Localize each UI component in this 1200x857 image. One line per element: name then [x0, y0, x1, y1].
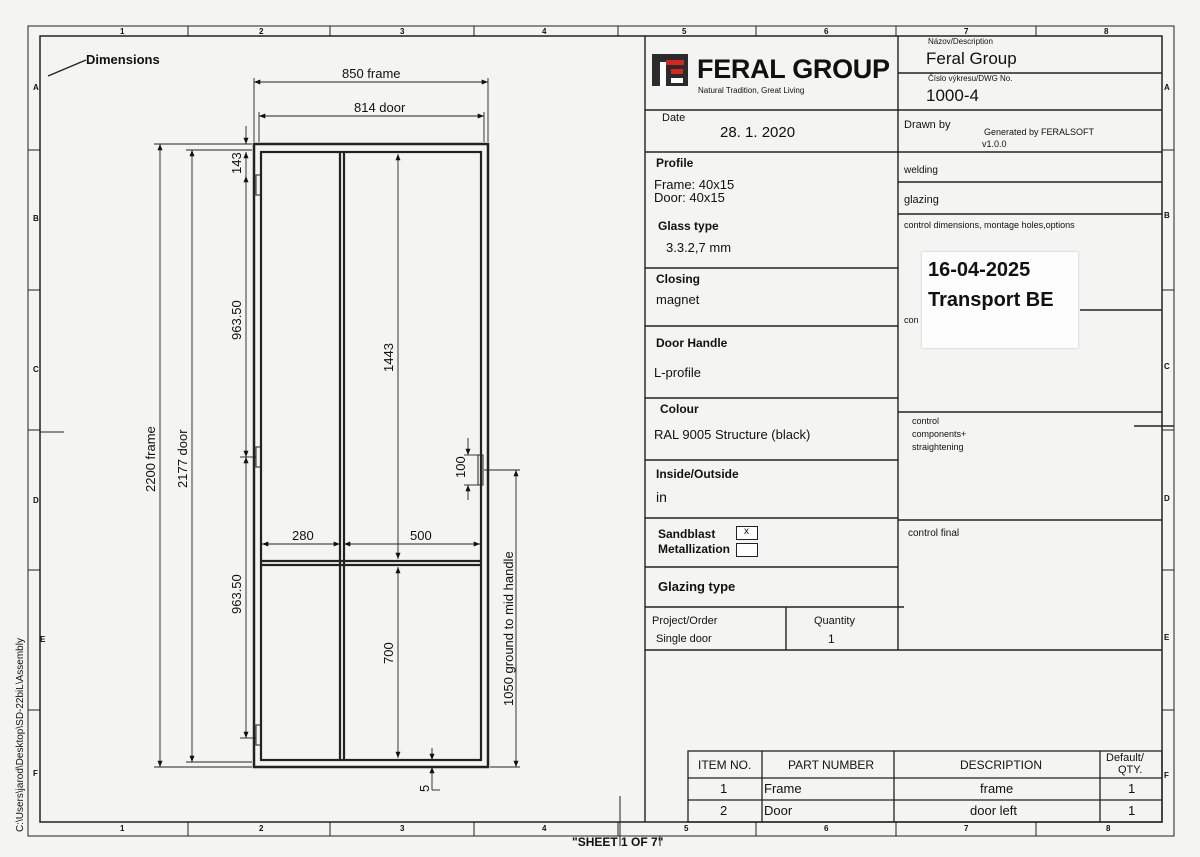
drawn-value: Generated by FERALSOFT — [984, 127, 1095, 137]
name-label: Názov/Description — [928, 37, 993, 46]
grid-col-label: 5 — [682, 27, 687, 36]
glass-value: 3.3.2,7 mm — [666, 240, 732, 255]
profile-door: Door: 40x15 — [654, 190, 725, 205]
sandblast-label: Sandblast — [658, 527, 716, 541]
dim-bottom-gap: 5 — [417, 784, 432, 792]
handle-value: L-profile — [654, 365, 701, 380]
quantity-value: 1 — [828, 632, 835, 646]
grid-col-label: 3 — [400, 27, 405, 36]
grid-row-label: F — [1164, 771, 1169, 780]
quantity-label: Quantity — [814, 615, 855, 627]
dim-handle-height: 1050 ground to mid handle — [501, 551, 516, 706]
dim-lower-mid: 963.50 — [229, 574, 244, 614]
dim-frame-width: 850 frame — [342, 66, 401, 81]
glass-label: Glass type — [658, 219, 719, 233]
grid-col-label: 1 — [120, 27, 125, 36]
grid-col-label: 6 — [824, 824, 829, 833]
sticker-destination: Transport BE — [928, 289, 1054, 311]
grid-col-label: 7 — [964, 824, 969, 833]
date-value: 28. 1. 2020 — [720, 124, 796, 141]
grid-col-label: 6 — [824, 27, 829, 36]
grid-col-label: 8 — [1104, 27, 1109, 36]
grid-col-label: 2 — [259, 27, 264, 36]
bom-row-desc: frame — [980, 781, 1014, 796]
feral-logo-icon — [652, 54, 688, 86]
grid-row-label: C — [1164, 362, 1170, 371]
glazing-check: glazing — [904, 194, 939, 206]
drawing-title: Dimensions — [86, 52, 160, 67]
dwg-value: 1000-4 — [926, 86, 979, 105]
dim-upper-mid: 963.50 — [229, 300, 244, 340]
bom-row-item: 2 — [720, 803, 728, 818]
file-path: C:\Users\jarod\Desktop\SD-22biL\Assembly — [15, 638, 26, 832]
bom-row-item: 1 — [720, 781, 728, 796]
name-value: Feral Group — [926, 49, 1017, 68]
bom-row-part: Frame — [764, 781, 802, 796]
grid-col-label: 7 — [964, 27, 969, 36]
profile-label: Profile — [656, 156, 694, 170]
drawn-version: v1.0.0 — [982, 139, 1007, 149]
grid-row-label: A — [33, 83, 39, 92]
bom-header-item: ITEM NO. — [698, 758, 752, 772]
drawn-label: Drawn by — [904, 119, 951, 131]
sheet-label: "SHEET 1 OF 7" — [572, 835, 664, 849]
project-label: Project/Order — [652, 615, 718, 627]
date-label: Date — [662, 112, 686, 124]
grid-col-label: 2 — [259, 824, 264, 833]
grid-col-label: 1 — [120, 824, 125, 833]
dim-left-pane: 280 — [292, 528, 314, 543]
company-name: FERAL GROUP — [697, 54, 890, 84]
inout-label: Inside/Outside — [656, 467, 739, 481]
grid-row-label: D — [1164, 494, 1170, 503]
bom-row-part: Door — [764, 803, 793, 818]
control-components-line: straightening — [912, 442, 964, 452]
grid-row-label: C — [33, 365, 39, 374]
closing-label: Closing — [656, 272, 700, 286]
bom-header-qty: QTY. — [1118, 764, 1143, 776]
dim-lower-glass: 700 — [381, 642, 396, 664]
grid-row-label: E — [1164, 633, 1170, 642]
welding-check: welding — [904, 165, 938, 176]
metallization-label: Metallization — [658, 542, 731, 556]
dim-right-pane: 500 — [410, 528, 432, 543]
metallization-checkbox[interactable] — [736, 543, 758, 557]
grid-col-label: 4 — [542, 27, 547, 36]
inout-value: in — [656, 489, 667, 505]
grid-col-label: 4 — [542, 824, 547, 833]
profile-frame: Frame: 40x15 — [654, 177, 735, 192]
company-tagline: Natural Tradition, Great Living — [698, 86, 805, 95]
grid-row-label: D — [33, 496, 39, 505]
bom-row-desc: door left — [970, 803, 1017, 818]
control-components-line: components+ — [912, 429, 967, 439]
colour-value: RAL 9005 Structure (black) — [654, 427, 811, 442]
dim-door-height: 2177 door — [175, 429, 190, 488]
grid-row-label: F — [33, 769, 38, 778]
grid-col-label: 8 — [1106, 824, 1111, 833]
grid-row-label: A — [1164, 83, 1170, 92]
control-dims-check: control dimensions, montage holes,options — [904, 220, 1075, 230]
bom-header-desc: DESCRIPTION — [960, 758, 1043, 772]
glazing-type-label: Glazing type — [658, 579, 736, 594]
grid-col-label: 3 — [400, 824, 405, 833]
dwg-label: Číslo výkresu/DWG No. — [928, 74, 1013, 83]
control-final: control final — [908, 528, 960, 539]
grid-row-label: E — [40, 635, 46, 644]
grid-row-label: B — [33, 214, 39, 223]
dim-handle-length: 100 — [453, 456, 468, 478]
handle-label: Door Handle — [656, 336, 728, 350]
grid-col-label: 5 — [684, 824, 689, 833]
dim-door-width: 814 door — [354, 100, 406, 115]
bom-header-part: PART NUMBER — [788, 758, 875, 772]
sandblast-checkbox[interactable] — [736, 526, 758, 540]
bom-header-qty: Default/ — [1106, 752, 1144, 764]
colour-label: Colour — [660, 402, 699, 416]
control-components-line: control — [912, 416, 940, 426]
dim-upper-glass: 1443 — [381, 343, 396, 372]
grid-row-label: B — [1164, 211, 1170, 220]
control-cut-text: con — [904, 315, 919, 325]
dim-top-rail: 143 — [229, 152, 244, 174]
bom-row-qty: 1 — [1128, 781, 1136, 796]
sandblast-check-mark: x — [744, 526, 749, 537]
bom-row-qty: 1 — [1128, 803, 1136, 818]
dim-frame-height: 2200 frame — [143, 426, 158, 492]
closing-value: magnet — [656, 292, 700, 307]
project-value: Single door — [656, 633, 712, 645]
sticker-date: 16-04-2025 — [928, 259, 1031, 281]
